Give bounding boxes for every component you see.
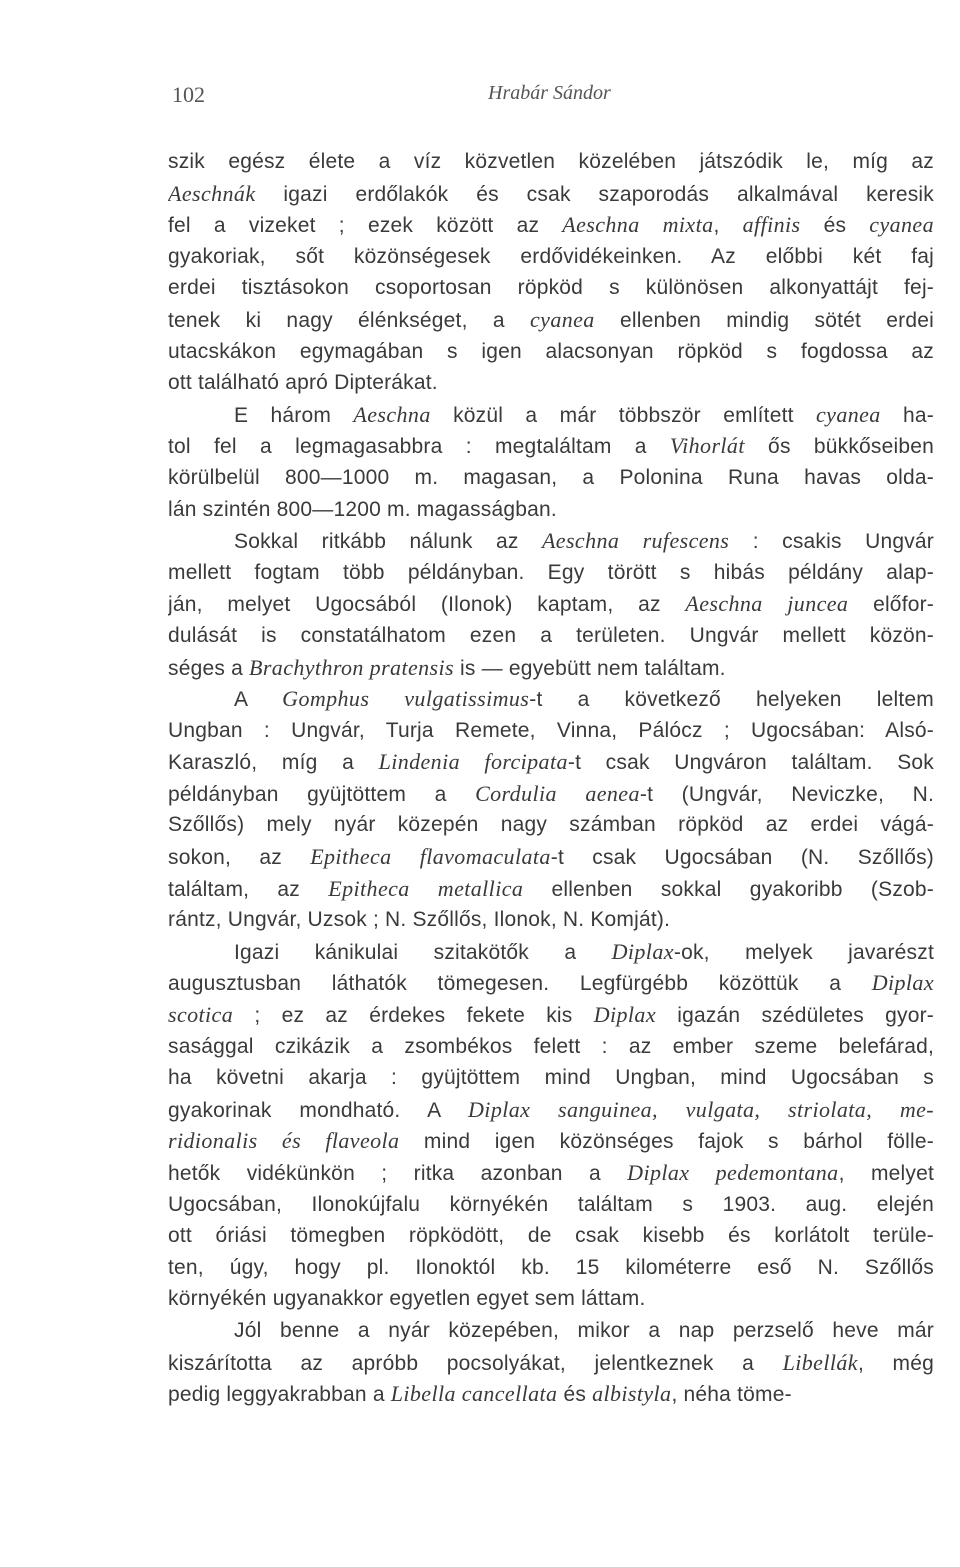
italic-term: Diplax sanguinea, vulgata, striolata, me- <box>468 1096 934 1122</box>
text-line <box>168 967 934 999</box>
text-run: kiszárította az apróbb pocsolyákat, jelentkeznek a <box>168 1351 783 1375</box>
text-line <box>168 904 934 936</box>
italic-term: Libella cancellata <box>390 1381 558 1407</box>
running-head: Hrabár Sándor <box>488 82 611 104</box>
text-line <box>168 1062 934 1094</box>
text-line <box>168 1283 934 1315</box>
text-run: séges a <box>168 656 249 680</box>
text-run: , <box>713 214 743 238</box>
text-run: példányban gyüjtöttem a <box>168 782 476 806</box>
text-line <box>168 620 934 652</box>
text-run: Karaszló, míg a <box>168 751 379 775</box>
paragraph <box>168 146 934 399</box>
text-line <box>168 1347 934 1379</box>
text-run: lán szintén 800—1200 m. magasságban. <box>168 497 557 521</box>
italic-term: albistyla <box>592 1381 672 1407</box>
text-line <box>168 178 934 210</box>
italic-term: Libellák <box>782 1349 858 1375</box>
text-run: , melyet <box>838 1162 934 1185</box>
italic-term: Epitheca metallica <box>328 875 524 901</box>
text-run: sasággal czikázik a zsombékos felett : az ember szeme belefárad, <box>168 1034 934 1058</box>
text-line <box>168 1315 934 1347</box>
italic-term: ridionalis és flaveola <box>168 1128 400 1154</box>
text-line <box>168 462 934 494</box>
text-line <box>168 494 934 526</box>
page-number: 102 <box>172 82 205 107</box>
text-run: közül a már többször említett <box>430 403 816 427</box>
text-line <box>168 1252 934 1284</box>
text-run: A <box>234 688 283 712</box>
italic-term: Vihorlát <box>669 433 745 459</box>
text-line <box>168 715 934 747</box>
text-line <box>168 778 934 810</box>
page-header <box>0 82 960 112</box>
italic-term: cyanea <box>530 306 595 332</box>
paragraph <box>168 683 934 936</box>
text-line <box>168 399 934 431</box>
text-run: is — egyebütt nem találtam. <box>453 656 726 680</box>
text-run: ján, melyet Ugocsából (Ilonok) kaptam, az <box>168 593 686 617</box>
text-run: ellenben sokkal gyakoribb (Szob- <box>523 877 934 901</box>
italic-term: Diplax <box>611 938 674 964</box>
text-line <box>168 525 934 557</box>
text-run: előfor- <box>848 593 934 617</box>
text-run: ott található apró Dipterákat. <box>168 371 438 395</box>
italic-term: Aeschnák <box>168 180 256 206</box>
text-line <box>168 1125 934 1157</box>
text-run: mind igen közönséges fajok s bárhol fölle- <box>399 1130 934 1154</box>
text-run: ott óriási tömegben röpködött, de csak kisebb és korlátolt terüle- <box>168 1224 934 1248</box>
text-line <box>168 1378 934 1410</box>
text-run: gyakoriak, sőt közönségesek erdővidékeinken. Az előbbi két faj <box>168 244 934 268</box>
text-run: Ungban : Ungvár, Turja Remete, Vinna, Pálócz ; Ugocsában: Alsó- <box>168 718 934 742</box>
text-run: igazi erdőlakók és csak szaporodás alkalmával keresik <box>255 182 934 206</box>
text-line <box>168 1220 934 1252</box>
italic-term: Aeschna <box>353 401 431 427</box>
text-line <box>168 367 934 399</box>
text-run: ellenben mindig sötét erdei <box>594 308 934 332</box>
text-line <box>168 999 934 1031</box>
text-line <box>168 809 934 841</box>
text-run: -t csak Ungváron találtam. Sok <box>567 751 934 775</box>
text-run: Sokkal ritkább nálunk az <box>234 530 542 554</box>
text-run: Jól benne a nyár közepében, mikor a nap perzselő heve már <box>234 1318 934 1342</box>
paragraph <box>168 936 934 1315</box>
text-line <box>168 873 934 905</box>
text-run: Igazi kánikulai szitakötők a <box>234 940 612 964</box>
text-run: pedig leggyakrabban a <box>168 1383 391 1407</box>
text-run: -t (Ungvár, Neviczke, N. <box>639 782 934 806</box>
text-line <box>168 146 934 178</box>
text-run: erdei tisztásokon csoportosan röpköd s különösen alkonyattájt fej- <box>168 276 934 300</box>
text-run: hetők vidékünkön ; ritka azonban a <box>168 1162 628 1185</box>
text-line <box>168 588 934 620</box>
text-run: tenek ki nagy élénkséget, a <box>168 308 531 332</box>
italic-term: Diplax <box>871 970 934 996</box>
text-run: ha követni akarja : gyüjtöttem mind Ungban, mind Ugocsában s <box>168 1066 934 1090</box>
italic-term: Brachythron pratensis <box>249 654 454 680</box>
text-line <box>168 936 934 968</box>
text-run: fel a vizeket ; ezek között az <box>168 214 563 238</box>
paragraph <box>168 399 934 525</box>
italic-term: Aeschna mixta <box>562 212 714 238</box>
text-line <box>168 1157 934 1189</box>
italic-term: Aeschna rufescens <box>541 528 730 554</box>
text-run: ha- <box>880 403 934 427</box>
italic-term: affinis <box>742 212 801 238</box>
italic-term: Aeschna juncea <box>685 591 849 617</box>
italic-term: Epitheca flavomaculata <box>310 844 551 870</box>
text-line <box>168 1031 934 1063</box>
text-run: környékén ugyanakkor egyetlen egyet sem láttam. <box>168 1287 646 1311</box>
text-run: ős bükkőseiben <box>744 435 934 459</box>
italic-term: Diplax pedemontana <box>627 1160 839 1185</box>
text-run: ; ez az érdekes fekete kis <box>233 1004 594 1028</box>
text-run: és <box>800 214 870 238</box>
paragraph <box>168 525 934 683</box>
italic-term: Gomphus vulgatissimus <box>282 686 530 712</box>
italic-term: cyanea <box>869 212 934 238</box>
text-run: mellett fogtam több példányban. Egy törött s hibás példány alap- <box>168 560 934 584</box>
text-line <box>168 652 934 684</box>
text-run: Szőllős) mely nyár közepén nagy számban röpköd az erdei vágá- <box>168 813 934 837</box>
text-line <box>168 1189 934 1221</box>
text-line <box>168 557 934 589</box>
text-line <box>168 430 934 462</box>
text-line <box>168 272 934 304</box>
text-line <box>168 241 934 273</box>
italic-term: Lindenia forcipata <box>378 749 568 775</box>
text-run: dulását is constatálhatom ezen a területen. Ungvár mellett közön- <box>168 623 934 647</box>
text-run: augusztusban láthatók tömegesen. Legfürgébb közöttük a <box>168 972 872 996</box>
body-text <box>168 146 934 1410</box>
text-line <box>168 304 934 336</box>
text-run: rántz, Ungvár, Uzsok ; N. Szőllős, Ilonok, N. Komját). <box>168 908 671 932</box>
text-run: gyakorinak mondható. A <box>168 1098 469 1122</box>
text-line <box>168 746 934 778</box>
text-line <box>168 841 934 873</box>
text-run: E három <box>234 403 354 427</box>
italic-term: scotica <box>168 1002 234 1028</box>
text-run: , néha töme- <box>671 1383 792 1407</box>
text-run: -t csak Ugocsában (N. Szőllős) <box>550 846 934 870</box>
text-run: igazán szédületes gyor- <box>655 1004 934 1028</box>
text-run: : csakis Ungvár <box>729 530 934 554</box>
italic-term: Cordulia aenea <box>475 780 640 806</box>
text-run: utacskákon egymagában s igen alacsonyan röpköd s fogdossa az <box>168 339 934 363</box>
text-run: körülbelül 800—1000 m. magasan, a Polonina Runa havas olda- <box>168 465 934 489</box>
text-line <box>168 209 934 241</box>
text-line <box>168 336 934 368</box>
text-line <box>168 1094 934 1126</box>
text-run: sokon, az <box>168 846 311 870</box>
text-line <box>168 683 934 715</box>
text-run: , még <box>857 1351 934 1375</box>
text-run: Ugocsában, Ilonokújfalu környékén találtam s 1903. aug. elején <box>168 1192 934 1216</box>
italic-term: cyanea <box>815 401 881 427</box>
text-run: tol fel a legmagasabbra : megtaláltam a <box>168 435 670 459</box>
text-run: -t a következő helyeken leltem <box>529 688 934 712</box>
paragraph <box>168 1315 934 1410</box>
text-run: és <box>557 1383 593 1407</box>
italic-term: Diplax <box>593 1002 656 1028</box>
text-run: -ok, melyek javarészt <box>673 940 934 964</box>
text-run: ten, úgy, hogy pl. Ilonoktól kb. 15 kilométerre eső N. Szőllős <box>168 1255 934 1279</box>
text-run: szik egész élete a víz közvetlen közelében játszódik le, míg az <box>168 150 934 173</box>
text-run: találtam, az <box>168 877 329 901</box>
